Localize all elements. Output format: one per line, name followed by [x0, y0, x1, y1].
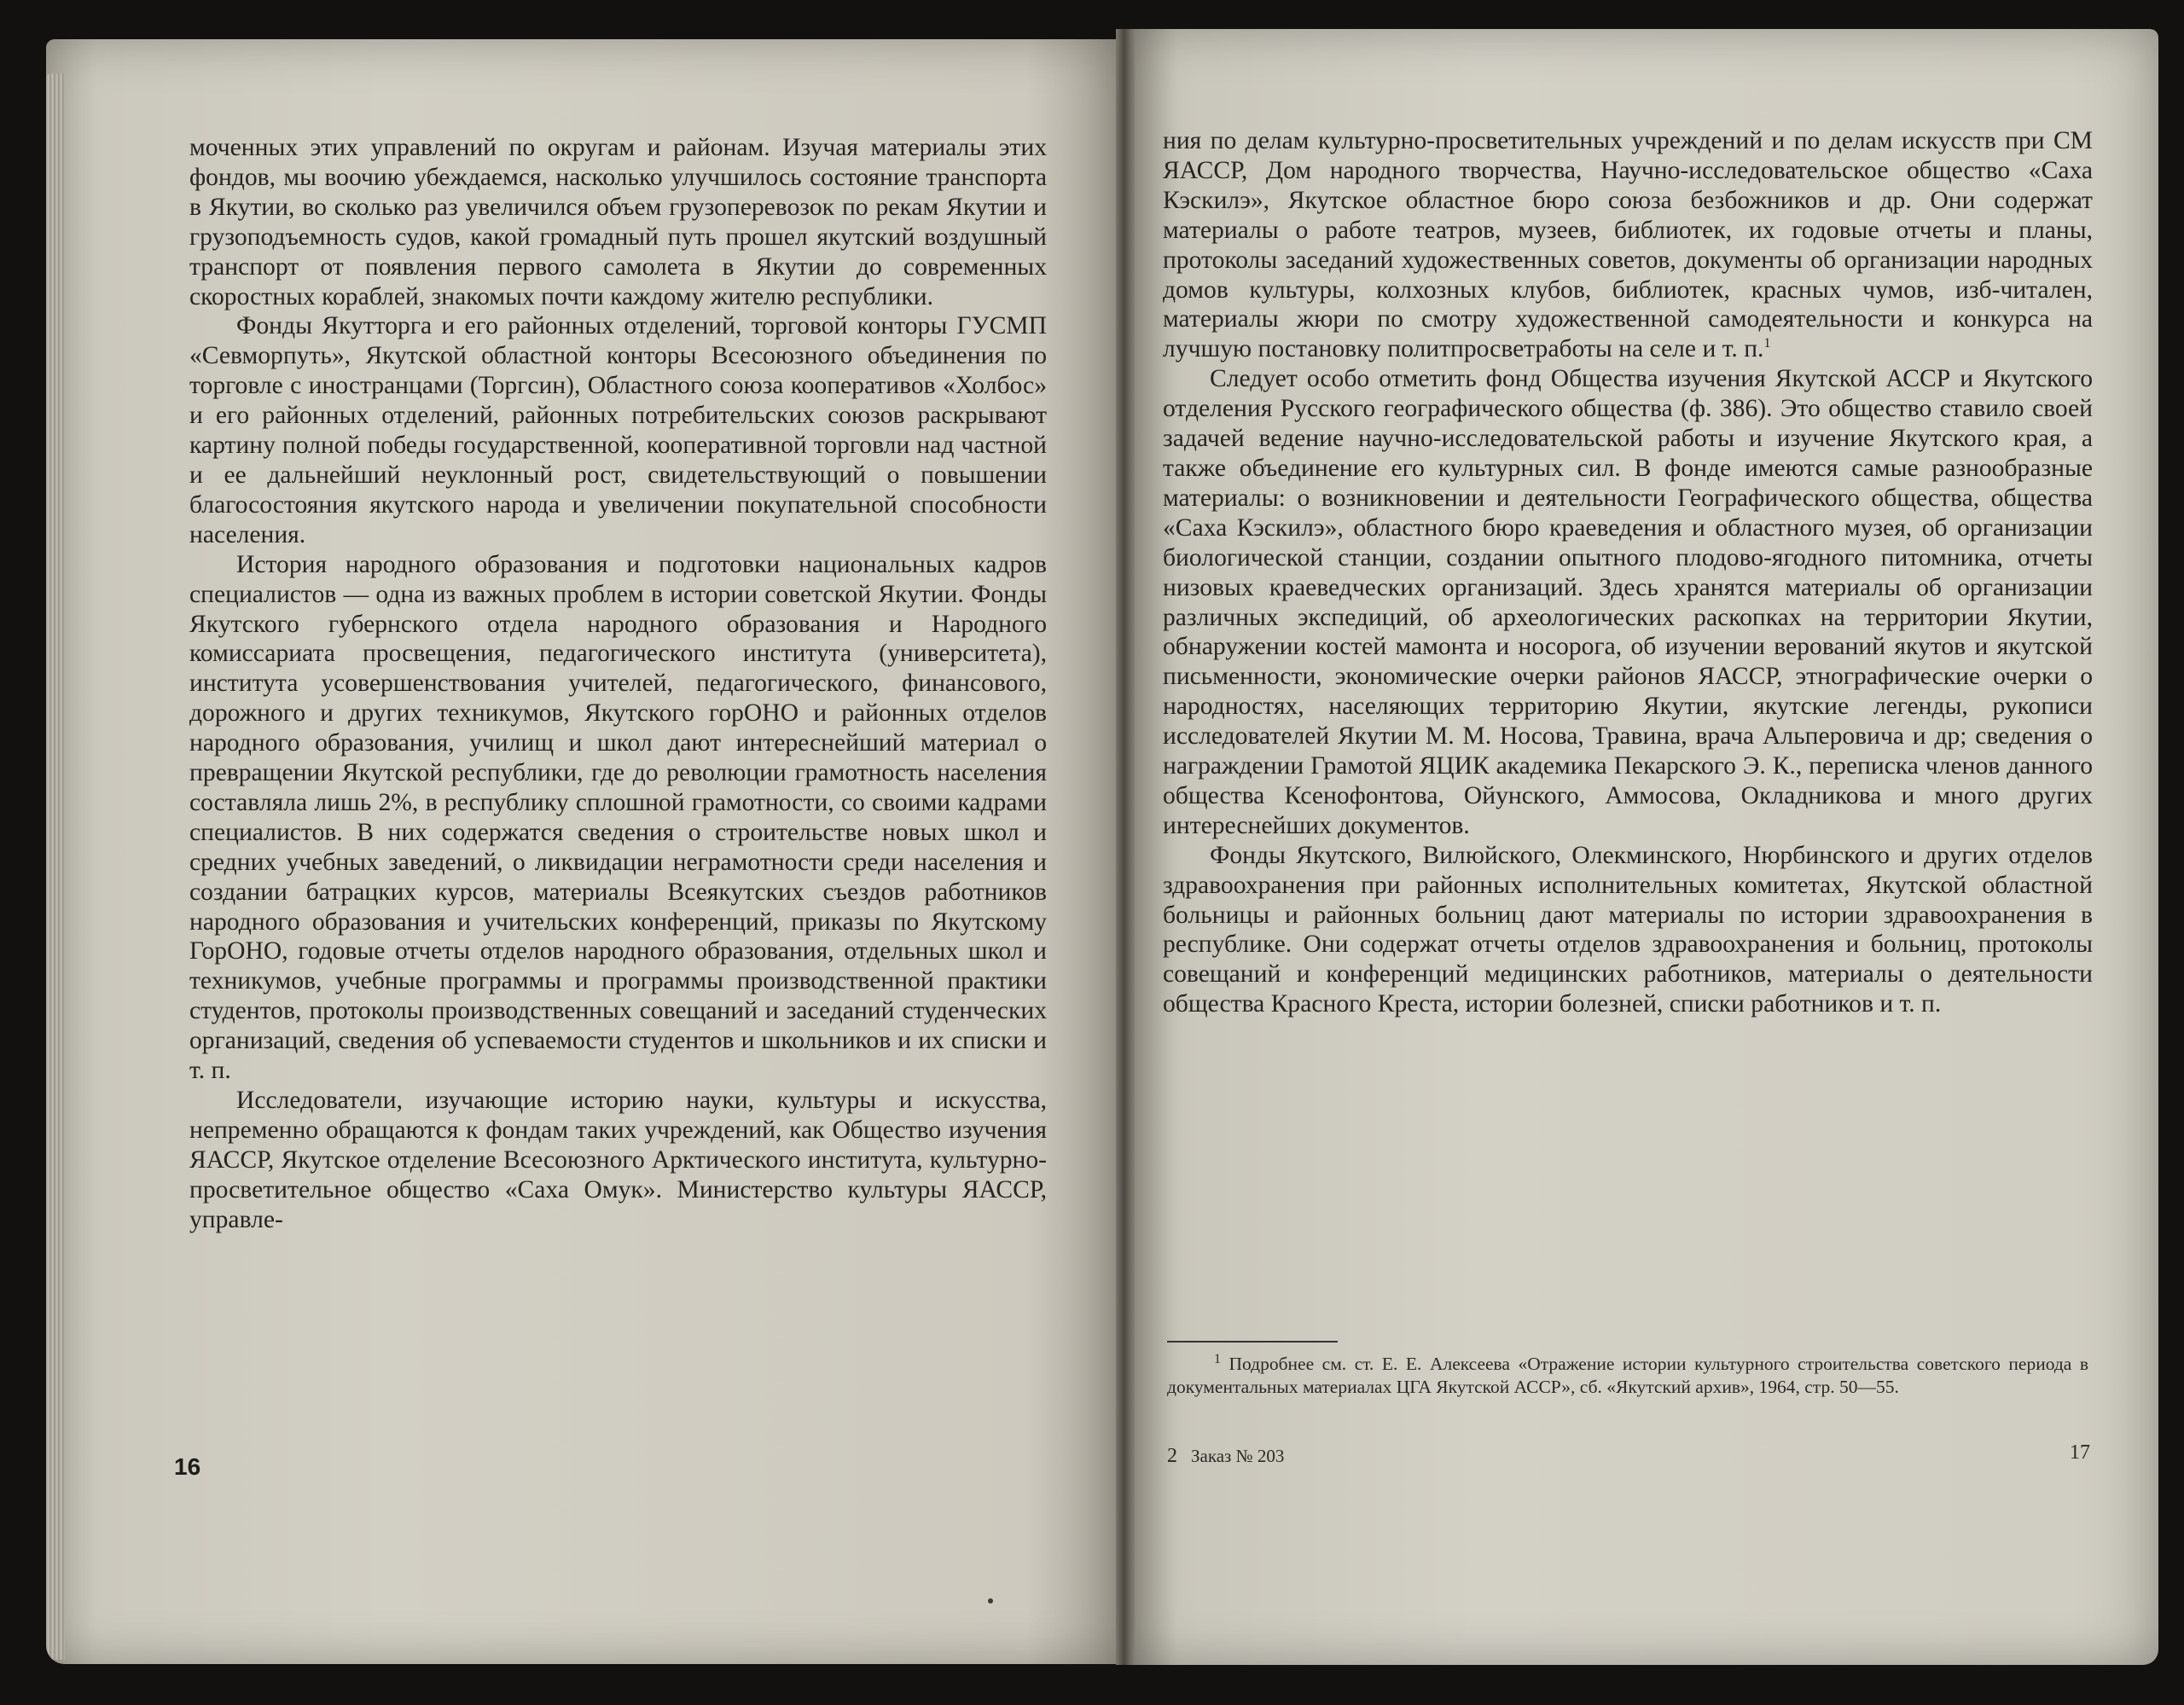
- printer-signature: [1167, 1445, 1284, 1468]
- footnote: [1167, 1353, 2088, 1399]
- paragraph: Следует особо отметить фонд Общества изучения Якутской АССР и Якутского отделения Русского географического общества (ф. 386). Это общество ставило своей задачей ведение научно-исследовательской работы и изучение Якутского края, а также объединение его культурных сил. В фонде имеются самые разнообразные материалы: о возникновении и деятельности Географического общества, общества «Саха Кэскилэ», областного бюро краеведения и областного музея, об организации биологической станции, создании опытного плодово-ягодного питомника, отчеты низовых краеведческих организаций. Здесь хранятся материалы об организации различных экспедиций, об археологических раскопках на территории Якутии, обнаружении костей мамонта и носорога, об изучении верований якутов и якутской письменности, экономические очерки районов ЯАССР, этнографические очерки о народностях, населяющих территорию Якутии, якутские легенды, рукописи исследователей Якутии М. М. Носова, Травина, врача Альперовича и др; сведения о награждении Грамотой ЯЦИК академика Пекарского Э. К., переписка членов данного общества Ксенофонтова, Ойунского, Аммосова, Окладникова и много других интереснейших документов.: [1163, 365, 2093, 839]
- signature-text: Заказ № 203: [1191, 1446, 1285, 1466]
- book-gutter: [1116, 29, 1136, 1665]
- book-spread: [34, 29, 2160, 1679]
- footnote-text: Подробнее см. ст. Е. Е. Алексеева «Отражение истории культурного строительства советского периода в документальных материалах ЦГА Якутской АССР», сб. «Якутский архив», 1964, стр. 50—55.: [1167, 1354, 2088, 1397]
- right-page-text: [1163, 126, 2093, 1019]
- footnote-marker: 1: [1214, 1351, 1221, 1366]
- left-page-text: [189, 133, 1047, 1235]
- paragraph: История народного образования и подготовки национальных кадров специалистов — одна из важных проблем в истории советской Якутии. Фонды Якутского губернского отдела народного образования и Народного комиссариата просвещения, педагогического института (университета), института усовершенствования учителей, педагогического, финансового, дорожного и других техникумов, Якутского горОНО и районных отделов народного образования, училищ и школ дают интереснейший материал о превращении Якутской республики, где до революции грамотность населения составляла лишь 2%, в республику сплошной грамотности, со своими кадрами специалистов. В них содержатся сведения о строительстве новых школ и средних учебных заведений, о ликвидации неграмотности среди населения и создании батрацких курсов, материалы Всеякутских съездов работников народного образования и учительских конференций, приказы по Якутскому ГорОНО, годовые отчеты отделов народного образования, отдельных школ и техникумов, учебные программы и программы производственной практики студентов, протоколы производственных совещаний и заседаний студенческих организаций, сведения об успеваемости студентов и школьников и их списки и т. п.: [189, 550, 1047, 1085]
- right-page: [1135, 29, 2158, 1665]
- footnote-reference: 1: [1763, 336, 1771, 351]
- paragraph: Фонды Якутского, Вилюйского, Олекминского, Нюрбинского и других отделов здравоохранения при районных исполнительных комитетах, Якутской областной больницы и районных больниц дают материалы по истории здравоохранения в республике. Они содержат отчеты отделов здравоохранения и больниц, протоколы совещаний и конференций медицинских работников, материалы о деятельности общества Красного Креста, истории болезней, списки работников и т. п.: [1163, 841, 2093, 1018]
- page-edges: [46, 73, 65, 1660]
- page-number-right: 17: [2070, 1441, 2090, 1464]
- paragraph-text: ния по делам культурно-просветительных учреждений и по делам искусств при СМ ЯАССР, Дом народного творчества, Научно-исследовательское общество «Саха Кэскилэ», Якутское областное бюро союза безбожников и др. Они содержат материалы о работе театров, музеев, библиотек, их годовые отчеты и планы, протоколы заседаний художественных советов, документы об организации народных домов культуры, колхозных клубов, библиотек, красных чумов, изб-читален, материалы жюри по смотру художественной самодеятельности и конкурса на лучшую постановку политпросветработы на селе и т. п.: [1163, 127, 2093, 363]
- paragraph: [1163, 126, 2093, 364]
- footnote-rule: [1167, 1341, 1338, 1343]
- paragraph: Исследователи, изучающие историю науки, культуры и искусства, непременно обращаются к фондам таких учреждений, как Общество изучения ЯАССР, Якутское отделение Всесоюзного Арктического института, культурно-просветительное общество «Саха Омук». Министерство культуры ЯАССР, управле-: [189, 1087, 1047, 1233]
- paragraph: моченных этих управлений по округам и районам. Изучая материалы этих фондов, мы воочию убеждаемся, насколько улучшилось состояние транспорта в Якутии, во сколько раз увеличился объем грузоперевозок по рекам Якутии и грузоподъемность судов, какой громадный путь прошел якутский воздушный транспорт от появления первого самолета в Якутии до современных скоростных кораблей, знакомых почти каждому жителю республики.: [189, 134, 1047, 310]
- left-page: [46, 39, 1117, 1664]
- page-speck: [988, 1598, 993, 1604]
- paragraph: Фонды Якутторга и его районных отделений, торговой конторы ГУСМП «Севморпуть», Якутской областной конторы Всесоюзного объединения по торговле с иностранцами (Торгсин), Областного союза кооперативов «Холбос» и его районных отделений, районных потребительских союзов раскрывают картину полной победы государственной, кооперативной торговли над частной и ее дальнейший неуклонный рост, свидетельствующий о повышении благосостояния якутского народа и увеличении покупательной способности населения.: [189, 312, 1047, 548]
- page-number-left: 16: [174, 1453, 201, 1480]
- signature-number: 2: [1167, 1445, 1177, 1467]
